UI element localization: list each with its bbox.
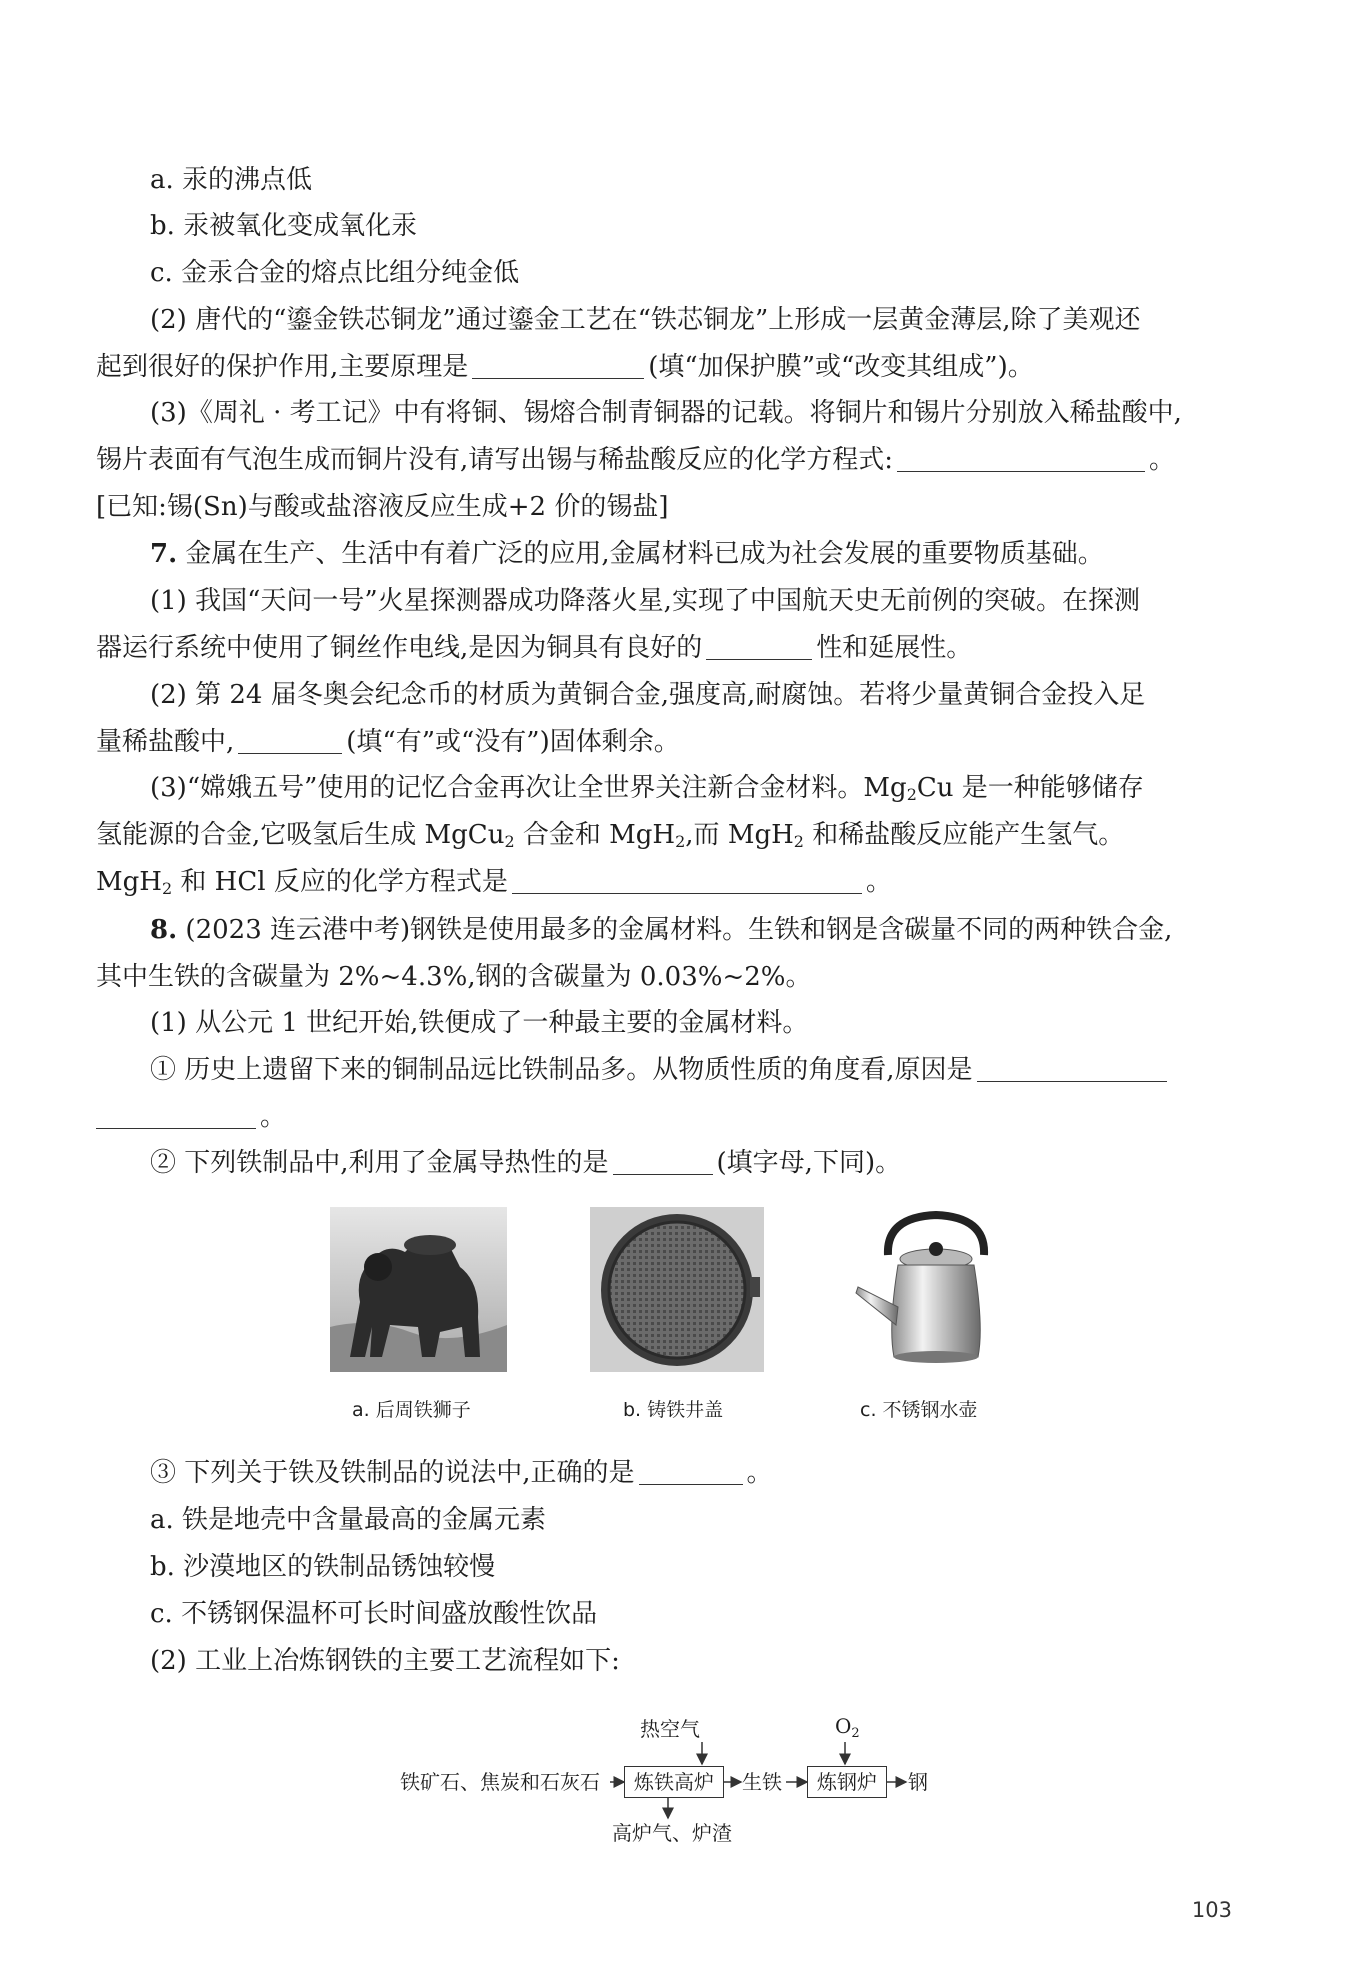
hot-air-label: 热空气 [640,1717,700,1741]
text: ,而 MgH [685,820,794,850]
subscript: 2 [161,879,173,898]
text: 性和延展性。 [816,633,973,663]
text: 和稀盐酸反应能产生氢气。 [803,820,1125,850]
text: Cu 是一种能够储存 [916,773,1144,803]
text: ① 历史上遗留下来的铜制品远比铁制品多。从物质性质的角度看,原因是 [150,1055,973,1085]
question-number: 7. [150,539,178,569]
text: (填“有”或“没有”)固体剩余。 [346,727,680,757]
oxygen-label [835,1713,860,1747]
steel-furnace-box: 炼钢炉 [807,1766,887,1798]
text: b. 沙漠地区的铁制品锈蚀较慢 [150,1552,496,1582]
figure-a-caption: a. 后周铁狮子 [352,1399,471,1421]
text: 合金和 MgH [514,820,676,850]
raw-materials-label: 铁矿石、焦炭和石灰石 [400,1770,600,1794]
page-number: 103 [1191,1898,1232,1922]
text: 。 [260,1102,287,1132]
text: 。 [1149,445,1176,475]
text: (2023 连云港中考)钢铁是使用最多的金属材料。生铁和钢是含碳量不同的两种铁合金, [185,915,1173,945]
text: ③ 下列关于铁及铁制品的说法中,正确的是 [150,1458,635,1488]
text: c. 金汞合金的熔点比组分纯金低 [150,258,520,288]
text: a. 铁是地壳中含量最高的金属元素 [150,1505,547,1535]
subscript: 2 [851,1726,860,1741]
text: (填字母,下同)。 [716,1148,902,1178]
text: MgH [96,867,162,897]
question-number: 8. [150,915,178,945]
figure-b-caption: b. 铸铁井盖 [623,1399,724,1421]
text: (2) 工业上冶炼钢铁的主要工艺流程如下: [150,1646,620,1676]
blast-furnace-box: 炼铁高炉 [624,1766,724,1798]
text: 起到很好的保护作用,主要原理是 [96,352,469,382]
byproduct-label: 高炉气、炉渣 [612,1821,732,1845]
subscript: 2 [906,785,917,804]
text: (填“加保护膜”或“改变其组成”)。 [648,352,1034,382]
text: a. 汞的沸点低 [150,165,313,195]
text: 器运行系统中使用了铜丝作电线,是因为铜具有良好的 [96,633,703,663]
text: 。 [746,1458,773,1488]
subscript: 2 [675,832,686,851]
text: (1) 我国“天问一号”火星探测器成功降落火星,实现了中国航天史无前例的突破。在探测 [150,586,1140,616]
text: 量稀盐酸中, [96,727,235,757]
text: (2) 唐代的“鎏金铁芯铜龙”通过鎏金工艺在“铁芯铜龙”上形成一层黄金薄层,除了美观还 [150,305,1141,335]
text: [已知:锡(Sn)与酸或盐溶液反应生成+2 价的锡盐] [96,492,669,522]
pig-iron-label: 生铁 [742,1770,782,1794]
text: c. 不锈钢保温杯可长时间盛放酸性饮品 [150,1599,598,1629]
text: 。 [865,867,892,897]
text: 金属在生产、生活中有着广泛的应用,金属材料已成为社会发展的重要物质基础。 [185,539,1104,569]
text: O [835,1714,852,1738]
text: ② 下列铁制品中,利用了金属导热性的是 [150,1148,609,1178]
text: 其中生铁的含碳量为 2%~4.3%,钢的含碳量为 0.03%~2%。 [96,962,812,992]
figure-c-caption: c. 不锈钢水壶 [860,1399,978,1421]
text: (3)“嫦娥五号”使用的记忆合金再次让全世界关注新合金材料。Mg [150,773,907,803]
text: (2) 第 24 届冬奥会纪念币的材质为黄铜合金,强度高,耐腐蚀。若将少量黄铜合金投入足 [150,680,1146,710]
text: b. 汞被氧化变成氧化汞 [150,211,418,241]
text: 锡片表面有气泡生成而铜片没有,请写出锡与稀盐酸反应的化学方程式: [96,445,894,475]
text: 氢能源的合金,它吸氢后生成 MgCu [96,820,505,850]
subscript: 2 [504,832,515,851]
subscript: 2 [793,832,804,851]
text: 和 HCl 反应的化学方程式是 [172,867,508,897]
text: (1) 从公元 1 世纪开始,铁便成了一种最主要的金属材料。 [150,1008,809,1038]
steel-label: 钢 [908,1770,928,1794]
text: (3)《周礼 · 考工记》中有将铜、锡熔合制青铜器的记载。将铜片和锡片分别放入稀盐酸中, [150,398,1182,428]
